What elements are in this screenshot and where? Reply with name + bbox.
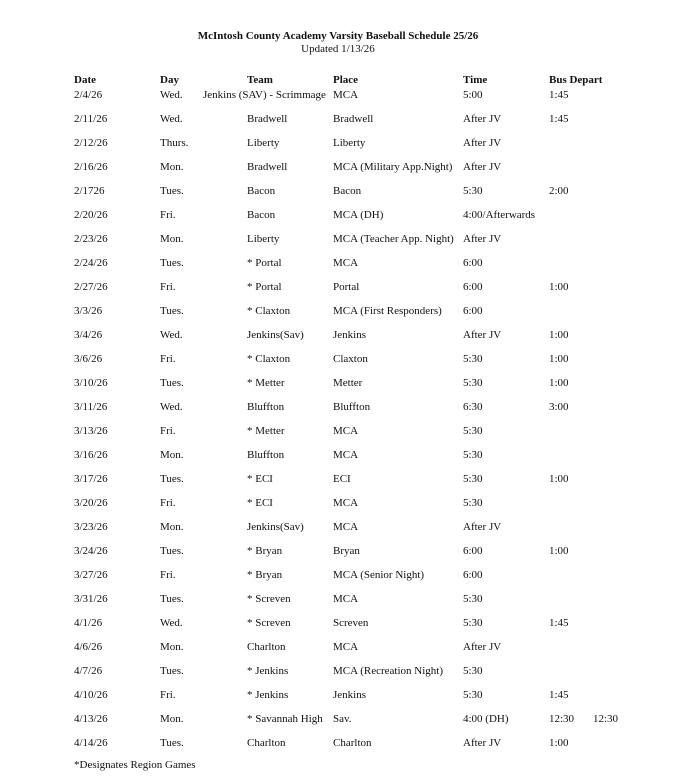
table-row — [0, 592, 676, 608]
team-cell: Bluffton — [247, 401, 285, 413]
date-cell: 3/4/26 — [74, 329, 103, 341]
day-cell: Tues. — [160, 257, 184, 269]
table-row — [0, 184, 676, 200]
table-row — [0, 376, 676, 392]
place-cell: MCA — [333, 89, 359, 101]
place-cell: MCA — [333, 257, 359, 269]
updated-date: Updated 1/13/26 — [301, 43, 375, 55]
day-cell: Tues. — [160, 593, 184, 605]
bus-depart-cell: 1:00 — [549, 737, 569, 749]
team-cell: * Screven — [247, 593, 291, 605]
table-row — [0, 136, 676, 152]
time-cell: 5:30 — [463, 497, 483, 509]
date-cell: 2/11/26 — [74, 113, 108, 125]
time-cell: 4:00/Afterwards — [463, 209, 536, 221]
day-cell: Fri. — [160, 281, 176, 293]
time-cell: 5:30 — [463, 377, 483, 389]
day-cell: Fri. — [160, 497, 176, 509]
table-row — [0, 568, 676, 584]
table-row — [0, 736, 676, 752]
date-cell: 2/1726 — [74, 185, 105, 197]
place-cell: Screven — [333, 617, 369, 629]
time-cell: 5:30 — [463, 593, 483, 605]
date-cell: 3/17/26 — [74, 473, 108, 485]
day-cell: Mon. — [160, 713, 184, 725]
team-cell: * Claxton — [247, 305, 291, 317]
day-cell: Wed. — [160, 89, 183, 101]
team-cell: * Bryan — [247, 545, 283, 557]
team-cell: * ECI — [247, 497, 273, 509]
date-cell: 4/1/26 — [74, 617, 103, 629]
bus-depart-cell: 12:30 — [549, 713, 575, 725]
time-cell: After JV — [463, 113, 502, 125]
bus-depart-cell: 1:45 — [549, 689, 569, 701]
table-row — [0, 640, 676, 656]
date-cell: 2/20/26 — [74, 209, 108, 221]
bus-depart-cell: 1:45 — [549, 617, 569, 629]
day-cell: Fri. — [160, 689, 176, 701]
date-cell: 3/10/26 — [74, 377, 108, 389]
table-row — [0, 208, 676, 224]
date-cell: 3/3/26 — [74, 305, 103, 317]
date-cell: 2/23/26 — [74, 233, 108, 245]
place-cell: MCA (Senior Night) — [333, 569, 425, 581]
day-cell: Tues. — [160, 305, 184, 317]
team-cell: * Bryan — [247, 569, 283, 581]
table-row — [0, 328, 676, 344]
bus-depart-cell: 1:00 — [549, 545, 569, 557]
table-row — [0, 160, 676, 176]
bus-depart-cell: 2:00 — [549, 185, 569, 197]
team-cell: Charlton — [247, 737, 286, 749]
day-cell: Tues. — [160, 737, 184, 749]
day-cell: Mon. — [160, 641, 184, 653]
time-cell: 5:30 — [463, 449, 483, 461]
table-row — [0, 280, 676, 296]
place-cell: MCA (Military App.Night) — [333, 161, 453, 173]
team-cell: * ECI — [247, 473, 273, 485]
team-cell: Liberty — [247, 233, 280, 245]
team-cell: * Jenkins — [247, 665, 289, 677]
date-cell: 2/4/26 — [74, 89, 103, 101]
place-cell: MCA (First Responders) — [333, 305, 442, 317]
day-cell: Mon. — [160, 521, 184, 533]
time-cell: 5:30 — [463, 689, 483, 701]
date-cell: 3/13/26 — [74, 425, 108, 437]
document-title: McIntosh County Academy Varsity Baseball Schedule 25/26 — [197, 30, 479, 42]
time-cell: After JV — [463, 233, 502, 245]
time-cell: 5:30 — [463, 665, 483, 677]
bus-depart-cell: 1:45 — [549, 89, 569, 101]
header-date: Date — [74, 74, 96, 86]
bus-depart-cell: 1:45 — [549, 113, 569, 125]
team-cell: Bacon — [247, 209, 276, 221]
day-cell: Thurs. — [160, 137, 189, 149]
footnote: *Designates Region Games — [74, 759, 196, 771]
date-cell: 3/20/26 — [74, 497, 108, 509]
team-cell: Bradwell — [247, 113, 288, 125]
table-row — [0, 520, 676, 536]
team-cell: * Portal — [247, 257, 282, 269]
bus-depart-cell: 1:00 — [549, 329, 569, 341]
place-cell: MCA — [333, 521, 359, 533]
place-cell: Portal — [333, 281, 360, 293]
team-cell: * Portal — [247, 281, 282, 293]
time-cell: 5:30 — [463, 425, 483, 437]
date-cell: 2/16/26 — [74, 161, 108, 173]
time-cell: After JV — [463, 641, 502, 653]
place-cell: Claxton — [333, 353, 368, 365]
team-cell: Bluffton — [247, 449, 285, 461]
team-cell: Jenkins (SAV) - Scrimmage — [203, 89, 326, 101]
place-cell: MCA — [333, 425, 359, 437]
day-cell: Fri. — [160, 425, 176, 437]
table-row — [0, 112, 676, 128]
date-cell: 3/24/26 — [74, 545, 108, 557]
time-cell: After JV — [463, 521, 502, 533]
date-cell: 3/27/26 — [74, 569, 108, 581]
day-cell: Tues. — [160, 473, 184, 485]
table-row — [0, 304, 676, 320]
date-cell: 2/27/26 — [74, 281, 108, 293]
team-cell: Bacon — [247, 185, 276, 197]
day-cell: Wed. — [160, 329, 183, 341]
bus-depart-cell: 1:00 — [549, 473, 569, 485]
team-cell: Jenkins(Sav) — [247, 521, 304, 533]
place-cell: Bradwell — [333, 113, 374, 125]
day-cell: Tues. — [160, 545, 184, 557]
table-row — [0, 256, 676, 272]
place-cell: Jenkins — [333, 689, 366, 701]
bus-depart-cell: 3:00 — [549, 401, 569, 413]
time-cell: 5:30 — [463, 353, 483, 365]
day-cell: Mon. — [160, 161, 184, 173]
day-cell: Wed. — [160, 113, 183, 125]
day-cell: Tues. — [160, 377, 184, 389]
date-cell: 3/11/26 — [74, 401, 108, 413]
day-cell: Fri. — [160, 353, 176, 365]
time-cell: 6:00 — [463, 545, 483, 557]
team-cell: Jenkins(Sav) — [247, 329, 304, 341]
table-row — [0, 496, 676, 512]
table-row — [0, 400, 676, 416]
place-cell: Metter — [333, 377, 363, 389]
place-cell: Charlton — [333, 737, 372, 749]
time-cell: 5:30 — [463, 473, 483, 485]
table-row — [0, 688, 676, 704]
time-cell: 4:00 (DH) — [463, 713, 509, 725]
place-cell: MCA — [333, 641, 359, 653]
table-row — [0, 232, 676, 248]
date-cell: 3/23/26 — [74, 521, 108, 533]
table-row — [0, 712, 676, 728]
date-cell: 4/10/26 — [74, 689, 108, 701]
team-cell: * Savannah High — [247, 713, 323, 725]
time-cell: After JV — [463, 161, 502, 173]
day-cell: Tues. — [160, 185, 184, 197]
header-bus-depart: Bus Depart — [549, 74, 603, 86]
date-cell: 3/16/26 — [74, 449, 108, 461]
place-cell: Bacon — [333, 185, 362, 197]
team-cell: Charlton — [247, 641, 286, 653]
team-cell: * Metter — [247, 377, 285, 389]
day-cell: Wed. — [160, 401, 183, 413]
place-cell: MCA (Recreation Night) — [333, 665, 443, 677]
place-cell: MCA (DH) — [333, 209, 384, 221]
header-time: Time — [463, 74, 488, 86]
extra-time-cell: 12:30 — [593, 713, 619, 725]
day-cell: Fri. — [160, 209, 176, 221]
day-cell: Mon. — [160, 449, 184, 461]
time-cell: 5:00 — [463, 89, 483, 101]
date-cell: 2/12/26 — [74, 137, 108, 149]
place-cell: MCA — [333, 593, 359, 605]
place-cell: Sav. — [333, 713, 352, 725]
header-day: Day — [160, 74, 179, 86]
time-cell: 6:00 — [463, 305, 483, 317]
time-cell: After JV — [463, 329, 502, 341]
place-cell: Liberty — [333, 137, 366, 149]
day-cell: Wed. — [160, 617, 183, 629]
team-cell: Bradwell — [247, 161, 288, 173]
day-cell: Tues. — [160, 665, 184, 677]
team-cell: Liberty — [247, 137, 280, 149]
day-cell: Mon. — [160, 233, 184, 245]
date-cell: 3/31/26 — [74, 593, 108, 605]
place-cell: MCA — [333, 497, 359, 509]
table-row — [0, 544, 676, 560]
date-cell: 4/13/26 — [74, 713, 108, 725]
day-cell: Fri. — [160, 569, 176, 581]
team-cell: * Screven — [247, 617, 291, 629]
time-cell: 6:00 — [463, 569, 483, 581]
bus-depart-cell: 1:00 — [549, 353, 569, 365]
date-cell: 4/14/26 — [74, 737, 108, 749]
header-place: Place — [333, 74, 359, 86]
table-row — [0, 424, 676, 440]
team-cell: * Metter — [247, 425, 285, 437]
table-row — [0, 352, 676, 368]
table-row — [0, 472, 676, 488]
time-cell: After JV — [463, 737, 502, 749]
place-cell: Bryan — [333, 545, 360, 557]
place-cell: Jenkins — [333, 329, 366, 341]
time-cell: 6:00 — [463, 257, 483, 269]
date-cell: 4/7/26 — [74, 665, 103, 677]
bus-depart-cell: 1:00 — [549, 377, 569, 389]
time-cell: After JV — [463, 137, 502, 149]
table-row — [0, 616, 676, 632]
team-cell: * Jenkins — [247, 689, 289, 701]
header-team: Team — [247, 74, 273, 86]
time-cell: 5:30 — [463, 617, 483, 629]
place-cell: Bluffton — [333, 401, 371, 413]
date-cell: 3/6/26 — [74, 353, 103, 365]
place-cell: ECI — [333, 473, 351, 485]
place-cell: MCA (Teacher App. Night) — [333, 233, 454, 245]
bus-depart-cell: 1:00 — [549, 281, 569, 293]
table-row — [0, 88, 676, 104]
date-cell: 4/6/26 — [74, 641, 103, 653]
time-cell: 5:30 — [463, 185, 483, 197]
table-row — [0, 448, 676, 464]
date-cell: 2/24/26 — [74, 257, 108, 269]
table-row — [0, 664, 676, 680]
time-cell: 6:00 — [463, 281, 483, 293]
team-cell: * Claxton — [247, 353, 291, 365]
place-cell: MCA — [333, 449, 359, 461]
time-cell: 6:30 — [463, 401, 483, 413]
